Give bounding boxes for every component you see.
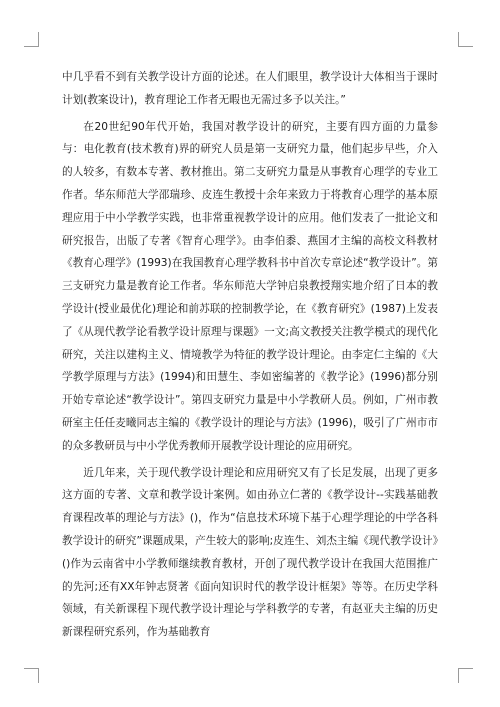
paragraph-1: 中几乎看不到有关教学设计方面的论述。在人们眼里，教学设计大体相当于课时计划(教案设计)，教育理论工作者无暇也无需过多予以关注。”: [62, 71, 438, 106]
document-body: [62, 66, 438, 648]
crop-mark-bottom-right: [458, 668, 473, 683]
paragraph-2: 在20世纪90年代开始，我国对教学设计的研究，主要有四方面的力量参与：电化教育(技术教育)界的研究人员是第一支研究力量，他们起步早些，介入的人较多，有数本专著、教材推出。第二支研究力量是从事教育心理学的专业工作者。华东师范大学邵瑞珍、皮连生教授十余年来致力于将教育心理学的基本原理应用于中小学教学实践，也非常重视教学设计的应用。他们发表了一批论文和研究报告，出版了专著《智育心理学》。由李伯黍、燕国才主编的高校文科教材《教育心理学》(1993)在我国教育心理学教科书中首次专章论述“教学设计”。第三支研究力量是教育论工作者。华东师范大学钟启泉教授翔实地介绍了日本的教学设计(授业最优化)理论和前苏联的控制教学论，在《教育研究》(1987)上发表了《从现代教学论看教学设计原理与课题》一文;高文教授关注教学模式的现代化研究，关注以建构主义、情境教学为特征的教学设计理论。由李定仁主编的《大学教学原理与方法》(1994)和田慧生、李如密编著的《教学论》(1996)都分别开始专章论述“教学设计”。第四支研究力量是中小学教研人员。例如，广州市教研室主任任麦曦同志主编的《教学设计的理论与方法》(1996)，吸引了广州市市的众多教研员与中小学优秀教师开展教学设计理论的应用研究。: [62, 120, 438, 452]
crop-mark-bottom-left: [24, 668, 39, 683]
crop-mark-top-right: [458, 32, 473, 47]
paragraph-3: 近几年来，关于现代教学设计理论和应用研究又有了长足发展，出现了更多这方面的专著、文章和教学设计案例。如由孙立仁著的《教学设计--实践基础教育课程改革的理论与方法》()，作为“信息技术环境下基于心理学理论的中学各科教学设计的研究”课题成果，产生较大的影响;皮连生、刘杰主编《现代教学设计》()作为云南省中小学教师继续教育教材，开创了现代教学设计在我国大范围推广的先河;还有XX年钟志贤著《面向知识时代的教学设计框架》等等。在历史学科领域，有关新课程下现代教学设计理论与学科教学的专著，有赵亚夫主编的历史新课程研究系列，作为基础教育: [62, 466, 438, 639]
crop-mark-top-left: [24, 32, 39, 47]
